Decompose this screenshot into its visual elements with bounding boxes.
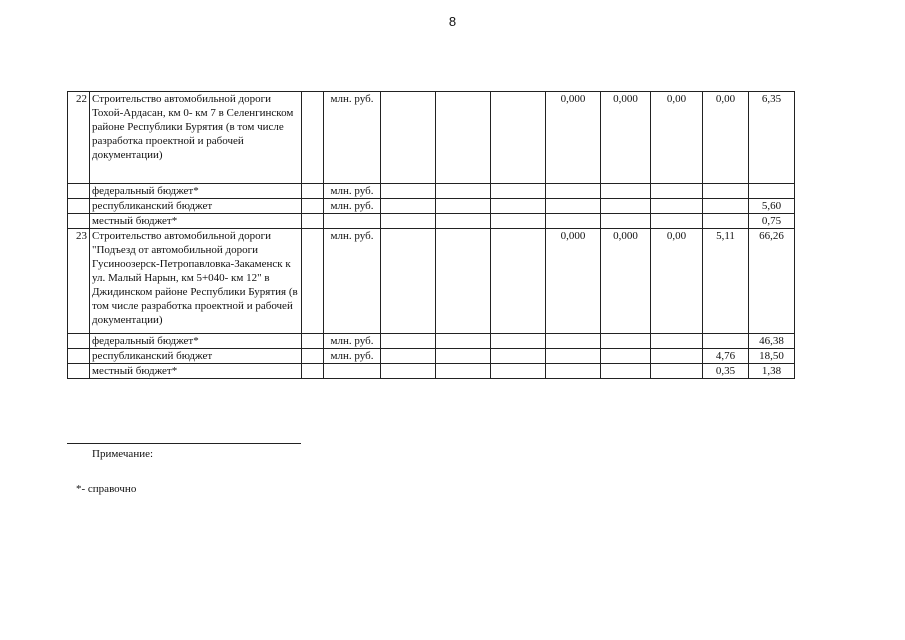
- value-cell: [703, 334, 749, 349]
- value-cell: [601, 184, 651, 199]
- unit-cell: млн. руб.: [324, 199, 381, 214]
- value-cell: [381, 199, 436, 214]
- blank-cell: [302, 92, 324, 184]
- footnote-text: *- справочно: [76, 483, 137, 495]
- blank-cell: [302, 349, 324, 364]
- row-number-cell: [68, 184, 90, 199]
- value-cell: [436, 349, 491, 364]
- value-cell: [651, 364, 703, 379]
- value-cell: [491, 199, 546, 214]
- blank-cell: [302, 214, 324, 229]
- value-cell: [703, 184, 749, 199]
- value-cell: [436, 364, 491, 379]
- blank-cell: [302, 229, 324, 334]
- value-cell: [491, 364, 546, 379]
- value-cell: [381, 184, 436, 199]
- value-cell: [749, 184, 795, 199]
- unit-cell: млн. руб.: [324, 229, 381, 334]
- value-cell: [491, 334, 546, 349]
- description-cell: федеральный бюджет*: [90, 334, 302, 349]
- table-row-main: [68, 229, 795, 334]
- table-row-sub: [68, 199, 795, 214]
- value-cell: [651, 184, 703, 199]
- value-cell: [546, 199, 601, 214]
- note-label: Примечание:: [92, 448, 154, 460]
- description-cell: местный бюджет*: [90, 214, 302, 229]
- description-cell: республиканский бюджет: [90, 349, 302, 364]
- value-cell: [491, 229, 546, 334]
- value-cell: [703, 214, 749, 229]
- value-cell: [546, 214, 601, 229]
- value-cell: [546, 334, 601, 349]
- blank-cell: [302, 364, 324, 379]
- value-cell: [491, 214, 546, 229]
- row-number-cell: 22: [68, 92, 90, 184]
- table-row-sub: [68, 334, 795, 349]
- unit-cell: млн. руб.: [324, 334, 381, 349]
- value-cell: [436, 92, 491, 184]
- row-number-cell: [68, 199, 90, 214]
- value-cell: 1,38: [749, 364, 795, 379]
- value-cell: [381, 229, 436, 334]
- unit-cell: млн. руб.: [324, 349, 381, 364]
- blank-cell: [302, 334, 324, 349]
- row-number-cell: [68, 214, 90, 229]
- value-cell: 0,000: [546, 92, 601, 184]
- description-cell: местный бюджет*: [90, 364, 302, 379]
- row-number-cell: [68, 334, 90, 349]
- value-cell: 0,35: [703, 364, 749, 379]
- value-cell: 6,35: [749, 92, 795, 184]
- value-cell: [601, 199, 651, 214]
- value-cell: [601, 364, 651, 379]
- unit-cell: млн. руб.: [324, 184, 381, 199]
- value-cell: [491, 92, 546, 184]
- row-number-cell: [68, 364, 90, 379]
- value-cell: [546, 364, 601, 379]
- description-cell: Строительство автомобильной дороги "Подъезд от автомобильной дороги Гусиноозерск-Петропавловка-Закаменск к ул. Малый Нарын, км 5+040- км 12" в Джидинском районе Республики Бурятия (в том числе разработка проектной и рабочей документации): [90, 229, 302, 334]
- value-cell: 4,76: [703, 349, 749, 364]
- value-cell: 66,26: [749, 229, 795, 334]
- value-cell: 18,50: [749, 349, 795, 364]
- value-cell: [436, 184, 491, 199]
- value-cell: [491, 184, 546, 199]
- value-cell: [546, 349, 601, 364]
- table-row-sub: [68, 184, 795, 199]
- value-cell: 0,000: [601, 229, 651, 334]
- blank-cell: [302, 184, 324, 199]
- value-cell: [491, 349, 546, 364]
- table-body: [68, 92, 795, 379]
- description-cell: республиканский бюджет: [90, 199, 302, 214]
- value-cell: [651, 334, 703, 349]
- value-cell: [436, 214, 491, 229]
- blank-cell: [302, 199, 324, 214]
- value-cell: [601, 334, 651, 349]
- value-cell: [381, 214, 436, 229]
- table-row-sub: [68, 364, 795, 379]
- table-row-sub: [68, 349, 795, 364]
- description-cell: федеральный бюджет*: [90, 184, 302, 199]
- page-number: 8: [448, 14, 457, 29]
- unit-cell: [324, 214, 381, 229]
- value-cell: 5,11: [703, 229, 749, 334]
- row-number-cell: [68, 349, 90, 364]
- value-cell: [381, 349, 436, 364]
- note-separator: [67, 443, 301, 444]
- row-number-cell: 23: [68, 229, 90, 334]
- value-cell: 0,00: [703, 92, 749, 184]
- value-cell: [381, 92, 436, 184]
- value-cell: [651, 199, 703, 214]
- value-cell: 5,60: [749, 199, 795, 214]
- table-row-main: [68, 92, 795, 184]
- value-cell: [546, 184, 601, 199]
- value-cell: 0,00: [651, 92, 703, 184]
- value-cell: [651, 349, 703, 364]
- description-cell: Строительство автомобильной дороги Тохой-Ардасан, км 0- км 7 в Селенгинском районе Республики Бурятия (в том числе разработка проектной и рабочей документации): [90, 92, 302, 184]
- value-cell: [601, 349, 651, 364]
- value-cell: [436, 199, 491, 214]
- value-cell: [651, 214, 703, 229]
- value-cell: 0,000: [546, 229, 601, 334]
- value-cell: 46,38: [749, 334, 795, 349]
- value-cell: [601, 214, 651, 229]
- value-cell: 0,75: [749, 214, 795, 229]
- value-cell: 0,000: [601, 92, 651, 184]
- unit-cell: [324, 364, 381, 379]
- value-cell: [381, 364, 436, 379]
- value-cell: 0,00: [651, 229, 703, 334]
- value-cell: [436, 334, 491, 349]
- table-row-sub: [68, 214, 795, 229]
- budget-table: [67, 91, 795, 379]
- unit-cell: млн. руб.: [324, 92, 381, 184]
- value-cell: [703, 199, 749, 214]
- value-cell: [381, 334, 436, 349]
- value-cell: [436, 229, 491, 334]
